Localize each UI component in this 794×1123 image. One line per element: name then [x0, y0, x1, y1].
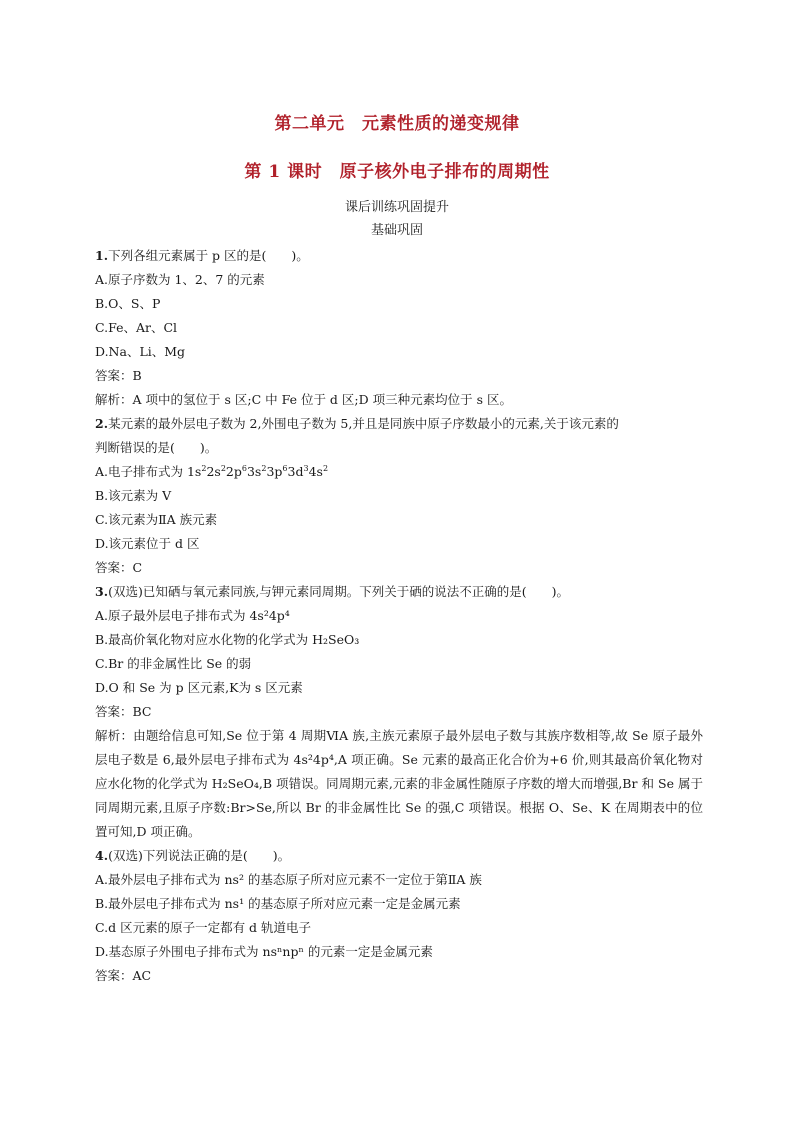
q2-answer: 答案：C — [95, 560, 143, 575]
q1-number: 1. — [95, 248, 109, 263]
q3-option-a: A.原子最外层电子排布式为 4s²4p⁴ — [95, 608, 290, 623]
q3-analysis: 解析：由题给信息可知,Se 位于第 4 周期ⅥA 族,主族元素原子最外层电子数与其族序数相等,故 Se 原子最外层电子数是 6,最外层电子排布式为 4s²4p⁴,A 项正确。Se 元素的最高正化合价为+6 价,则其最高价氧化物对应水化物的化学式为 H₂SeO₄,B 项错误。同周期元素,元素的非金属性随原子序数的增大而增强,Br 和 Se 属于同周期元素,且原子序数:Br>Se,所以 Br 的非金属性比 Se 的强,C 项错误。根据 O、Se、K 在周期表中的位置可知,D 项正确。 — [95, 728, 703, 839]
q4-option-b: B.最外层电子排布式为 ns¹ 的基态原子所对应元素一定是金属元素 — [95, 896, 461, 911]
q1-analysis: 解析：A 项中的氢位于 s 区;C 中 Fe 位于 d 区;D 项三种元素均位于 s 区。 — [95, 392, 512, 407]
q2-option-d: D.该元素位于 d 区 — [95, 536, 200, 551]
q1-stem — [95, 244, 703, 268]
q1-option-a: A.原子序数为 1、2、7 的元素 — [95, 272, 265, 287]
q4-answer: 答案：AC — [95, 968, 152, 983]
q1-stem-text: 下列各组元素属于 p 区的是( )。 — [108, 248, 309, 263]
q4-number: 4. — [95, 848, 109, 863]
q4-option-d: D.基态原子外围电子排布式为 nsⁿnpⁿ 的元素一定是金属元素 — [95, 944, 433, 959]
q2-stem-line2: 判断错误的是( )。 — [95, 440, 218, 455]
q3-answer: 答案：BC — [95, 704, 152, 719]
q2-option-a — [95, 460, 703, 484]
q3-number: 3. — [95, 584, 109, 599]
q3-stem-text: (双选)已知硒与氧元素同族,与钾元素同周期。下列关于硒的说法不正确的是( )。 — [108, 584, 570, 599]
subsection-title: 基础巩固 — [370, 223, 423, 238]
q1-answer: 答案：B — [95, 368, 142, 383]
q3-option-b: B.最高价氧化物对应水化物的化学式为 H₂SeO₃ — [95, 632, 360, 647]
q2-stem-text-1: 某元素的最外层电子数为 2,外围电子数为 5,并且是同族中原子序数最小的元素,关于该元素的 — [108, 416, 619, 431]
lesson-title: 第 1 课时 原子核外电子排布的周期性 — [244, 162, 550, 182]
q1-option-c: C.Fe、Ar、Cl — [95, 320, 178, 335]
q2-option-b: B.该元素为 V — [95, 488, 172, 503]
q1-option-d: D.Na、Li、Mg — [95, 344, 186, 359]
question-content — [95, 244, 703, 988]
q4-stem — [95, 844, 703, 868]
q2-option-a-label: A.电子排布式为 — [95, 464, 187, 479]
q3-stem — [95, 580, 703, 604]
q2-option-c: C.该元素为ⅡA 族元素 — [95, 512, 218, 527]
q2-number: 2. — [95, 416, 109, 431]
section-title: 课后训练巩固提升 — [344, 200, 449, 215]
q3-option-d: D.O 和 Se 为 p 区元素,K为 s 区元素 — [95, 680, 303, 695]
q4-option-a: A.最外层电子排布式为 ns² 的基态原子所对应元素不一定位于第ⅡA 族 — [95, 872, 482, 887]
q4-stem-text: (双选)下列说法正确的是( )。 — [108, 848, 291, 863]
q4-option-c: C.d 区元素的原子一定都有 d 轨道电子 — [95, 920, 312, 935]
unit-title: 第二单元 元素性质的递变规律 — [274, 114, 520, 134]
q1-option-b: B.O、S、P — [95, 296, 161, 311]
q3-option-c: C.Br 的非金属性比 Se 的弱 — [95, 656, 252, 671]
electron-configuration: $1s^22s^22p^63s^23p^63d^34s^2$ — [186, 463, 329, 479]
q2-stem-line1 — [95, 412, 703, 436]
